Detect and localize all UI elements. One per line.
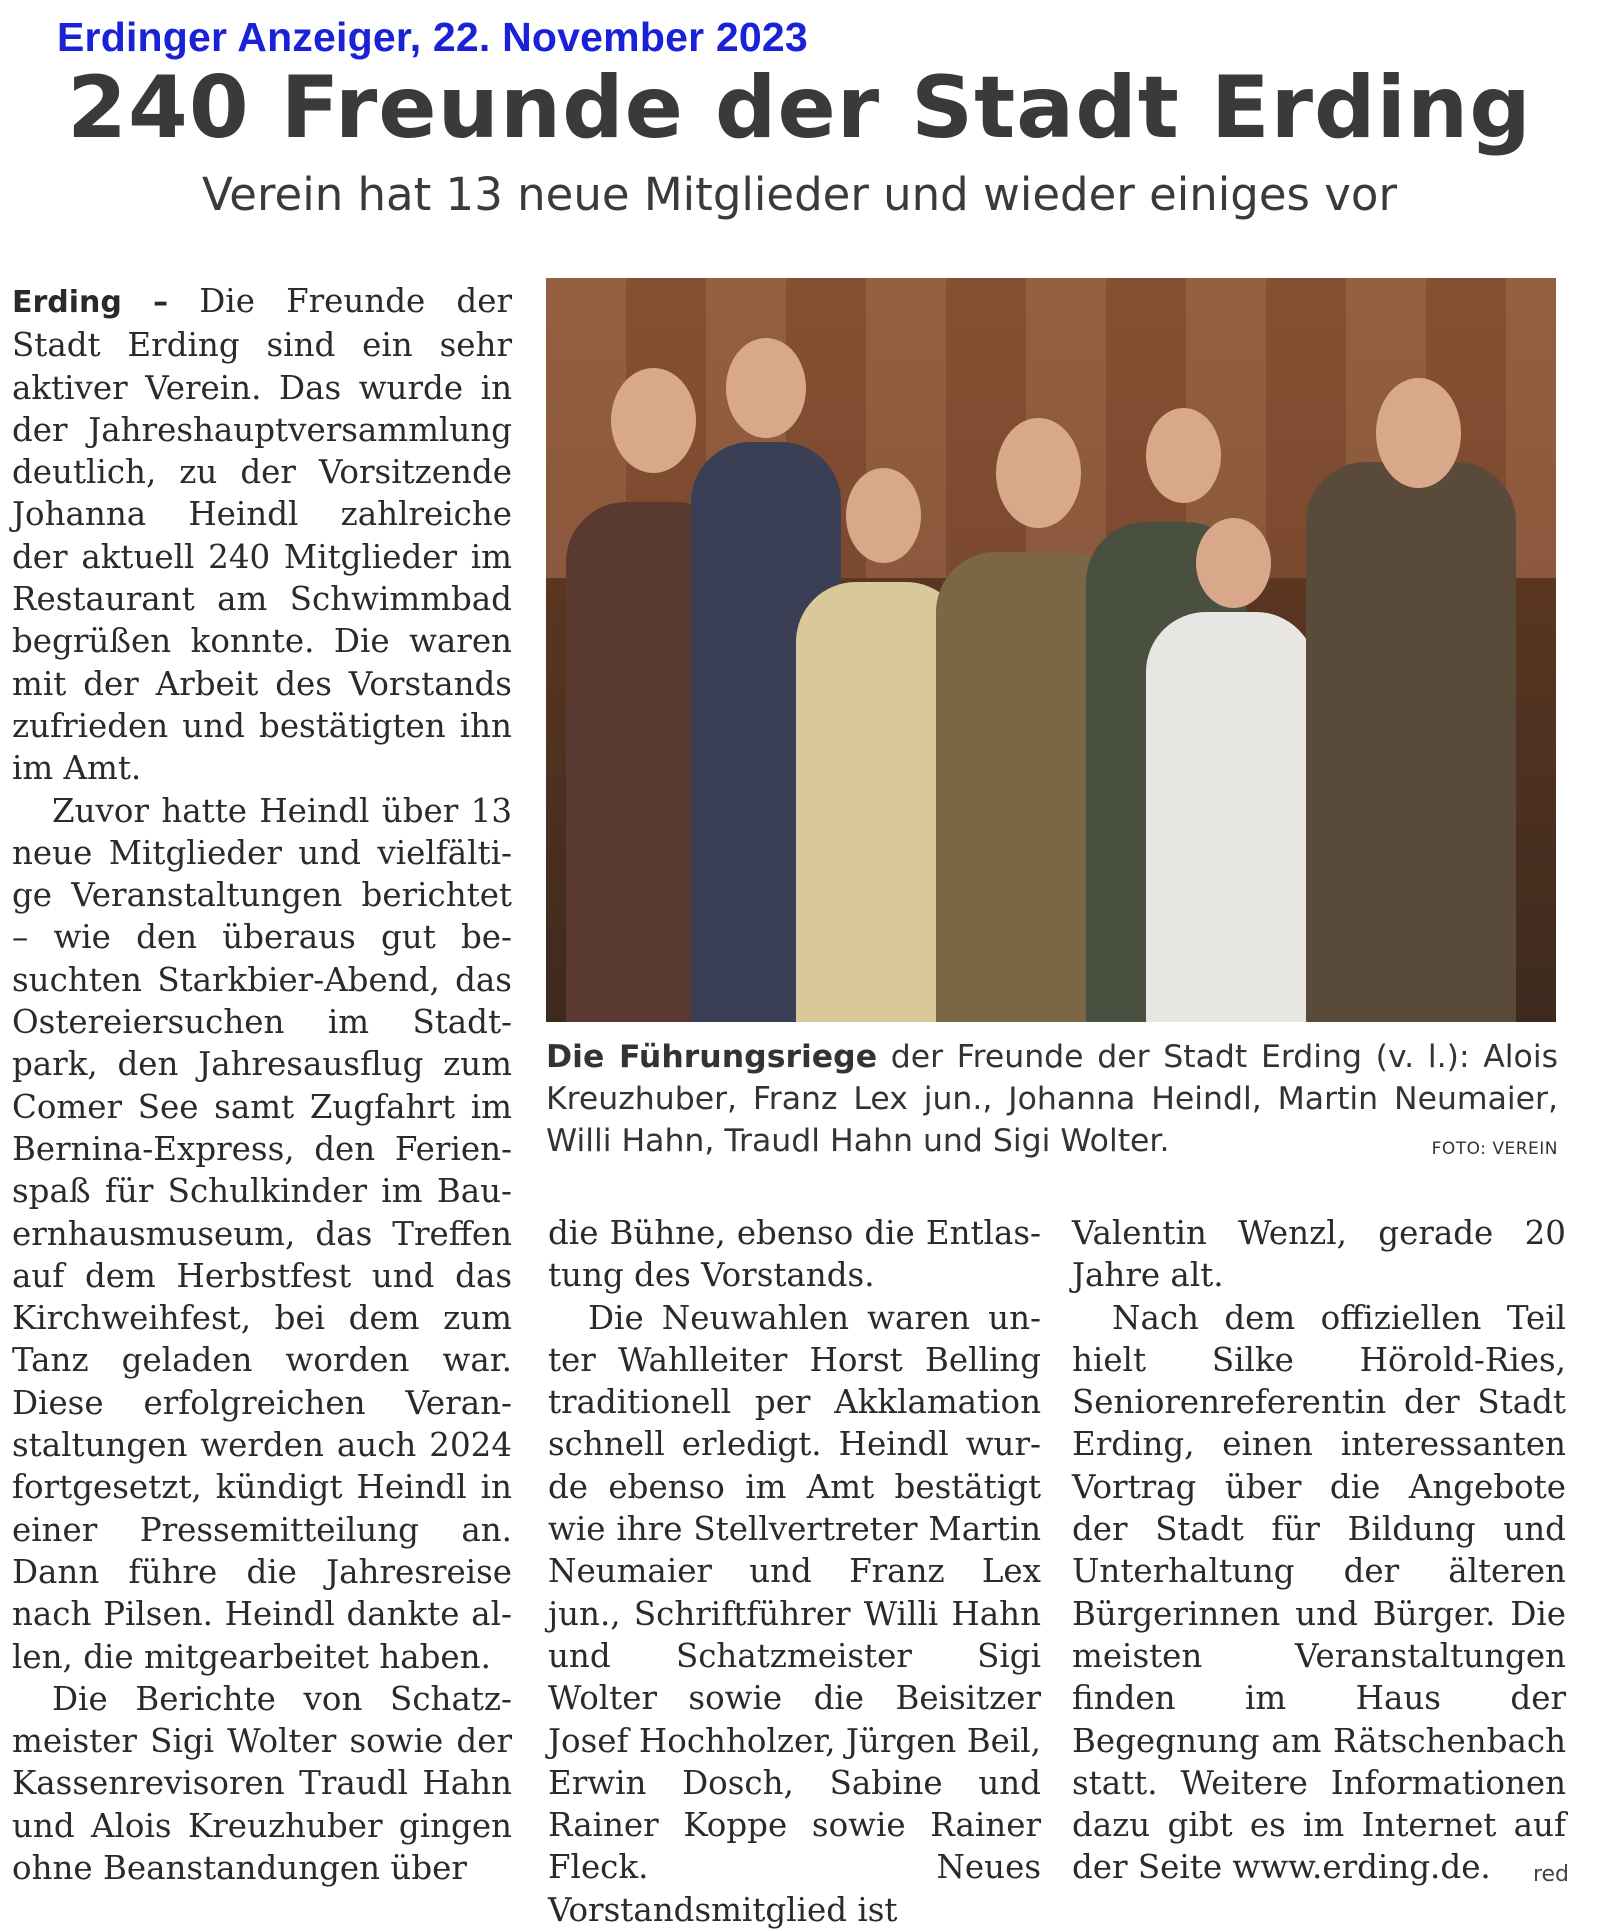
- subheadline: Verein hat 13 neue Mitglieder und wieder einiges vor: [202, 168, 1397, 221]
- headline: 240 Freunde der Stadt Erding: [67, 58, 1532, 158]
- article-paragraph: die Bühne, ebenso die Entlastung des Vorstands.: [548, 1214, 1041, 1295]
- source-line: Erdinger Anzeiger, 22. November 2023: [57, 14, 808, 60]
- article-column-1: [12, 280, 512, 1889]
- article-column-2: [548, 1212, 1041, 1931]
- caption-text: der Freunde der Stadt Erding (v. l.): Alois Kreuzhuber, Franz Lex jun., Johanna Heindl, Martin Neumaier, Willi Hahn, Traudl Hahn und Sigi Wolter.: [546, 1039, 1558, 1159]
- author-signature: red: [1532, 1862, 1569, 1887]
- photo-caption: [546, 1036, 1558, 1170]
- article-paragraph: [12, 280, 512, 790]
- article-paragraph: Nach dem offiziellen Teil hielt Silke Hörold-Ries, Seniorenreferentin der Stadt Erding, einen interessanten Vortrag über die Angebote der Stadt für Bildung und Unterhaltung der älteren Bürgerinnen und Bürger. Die meisten Veranstaltungen finden im Haus der Begegnung am Rätschenbach statt. Weitere Informationen dazu gibt es im Internet auf der Seite www.erding.de.: [1072, 1298, 1566, 1887]
- article-paragraph: Die Neuwahlen waren unter Wahlleiter Horst Belling traditionell per Akklamation schnell erledigt. Heindl wurde ebenso im Amt bestätigt wie ihre Stellvertreter Martin Neumaier und Franz Lex jun., Schriftführer Willi Hahn und Schatzmeister Sigi Wolter sowie die Beisitzer Josef Hochholzer, Jürgen Beil, Erwin Dosch, Sabine und Rainer Koppe sowie Rainer Fleck. Neues Vorstandsmitglied ist: [548, 1298, 1041, 1929]
- caption-lead: Die Führungsriege: [546, 1039, 878, 1075]
- article-paragraph: Die Berichte von Schatzmeister Sigi Wolter sowie der Kassenrevisoren Traudl Hahn und Alois Kreuzhuber gingen ohne Beanstandungen über: [12, 1679, 512, 1887]
- dateline: Erding –: [12, 285, 169, 320]
- article-paragraph: Zuvor hatte Heindl über 13 neue Mitglieder und vielfältige Veranstaltungen berichtet – wie den überaus gut besuchten Starkbier-Abend, das Ostereiersuchen im Stadtpark, den Jahresausflug zum Comer See samt Zugfahrt im Bernina-Express, den Ferienspaß für Schulkinder im Bauernhausmuseum, das Treffen auf dem Herbstfest und das Kirchweihfest, bei dem zum Tanz geladen worden war. Diese erfolgreichen Veranstaltungen werden auch 2024 fortgesetzt, kündigt Heindl in einer Pressemitteilung an. Dann führe die Jahresreise nach Pilsen. Heindl dankte allen, die mitgearbeitet haben.: [12, 791, 512, 1676]
- photo-credit: FOTO: VEREIN: [1431, 1139, 1558, 1159]
- article-column-3: [1072, 1212, 1566, 1889]
- group-photo: [546, 278, 1556, 1022]
- article-paragraph: Valentin Wenzl, gerade 20 Jahre alt.: [1072, 1214, 1566, 1295]
- paragraph-text: Die Freunde der Stadt Erding sind ein sehr aktiver Verein. Das wurde in der Jahreshauptversammlung deutlich, zu der Vorsitzende Johanna Heindl zahlreiche der aktuell 240 Mitglieder im Restaurant am Schwimmbad begrüßen konnte. Die waren mit der Arbeit des Vorstands zufrieden und bestätigten ihn im Amt.: [12, 282, 512, 788]
